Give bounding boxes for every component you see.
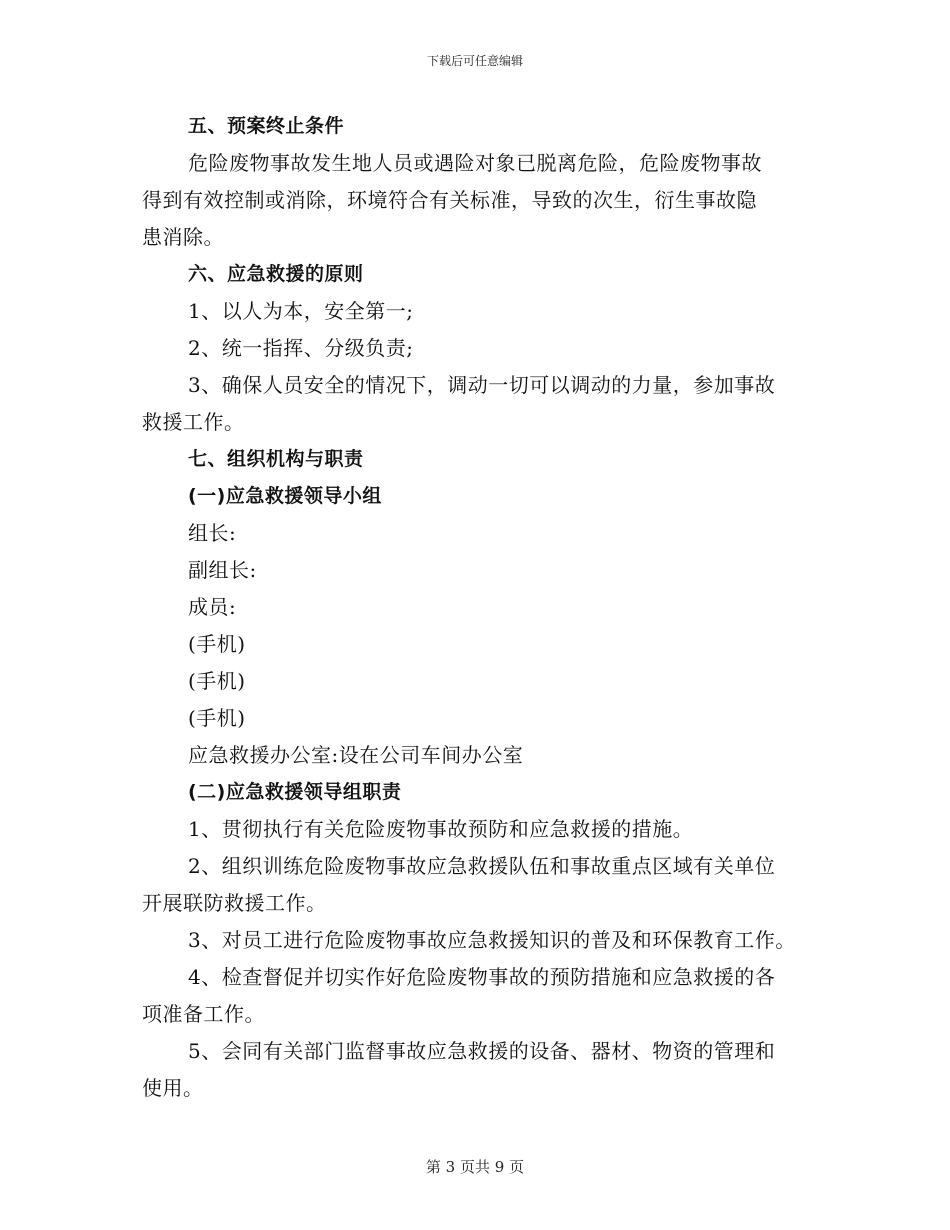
- paragraph-line: 患消除。: [142, 225, 224, 249]
- deputy-leader-label: 副组长:: [188, 558, 257, 582]
- subsection-heading-duties: (二)应急救援领导组职责: [188, 781, 402, 803]
- phone-entry: (手机): [188, 706, 246, 730]
- list-item: 3、对员工进行危险废物事故应急救援知识的普及和环保教育工作。: [188, 928, 796, 952]
- list-item: 4、检查督促并切实作好危险废物事故的预防措施和应急救援的各: [188, 965, 776, 989]
- office-location: 应急救援办公室:设在公司车间办公室: [188, 743, 524, 767]
- group-leader-label: 组长:: [188, 521, 237, 545]
- paragraph-line: 项准备工作。: [142, 1002, 265, 1026]
- section-heading-principles: 六、应急救援的原则: [188, 263, 364, 285]
- subsection-heading-leadership-group: (一)应急救援领导小组: [188, 485, 382, 507]
- list-item: 5、会同有关部门监督事故应急救援的设备、器材、物资的管理和: [188, 1039, 776, 1063]
- phone-entry: (手机): [188, 669, 246, 693]
- section-heading-organization: 七、组织机构与职责: [188, 448, 364, 470]
- paragraph-line: 危险废物事故发生地人员或遇险对象已脱离危险，危险废物事故: [188, 151, 762, 175]
- list-item: 1、贯彻执行有关危险废物事故预防和应急救援的措施。: [188, 817, 694, 841]
- list-item: 3、确保人员安全的情况下，调动一切可以调动的力量，参加事故: [188, 373, 776, 397]
- document-body: [142, 108, 822, 1107]
- paragraph-line: 救援工作。: [142, 410, 245, 434]
- members-label: 成员:: [188, 595, 237, 619]
- list-item: 2、组织训练危险废物事故应急救援队伍和事故重点区域有关单位: [188, 854, 776, 878]
- paragraph-line: 使用。: [142, 1076, 204, 1100]
- page-header: 下载后可任意编辑: [426, 54, 523, 68]
- section-heading-termination: 五、预案终止条件: [188, 115, 345, 137]
- paragraph-line: 得到有效控制或消除，环境符合有关标准，导致的次生，衍生事故隐: [142, 188, 757, 212]
- phone-entry: (手机): [188, 632, 246, 656]
- list-item: 1、以人为本，安全第一;: [188, 299, 414, 323]
- paragraph-line: 开展联防救援工作。: [142, 891, 327, 915]
- page-footer: 第 3 页共 9 页: [425, 1158, 525, 1176]
- list-item: 2、统一指挥、分级负责;: [188, 336, 414, 360]
